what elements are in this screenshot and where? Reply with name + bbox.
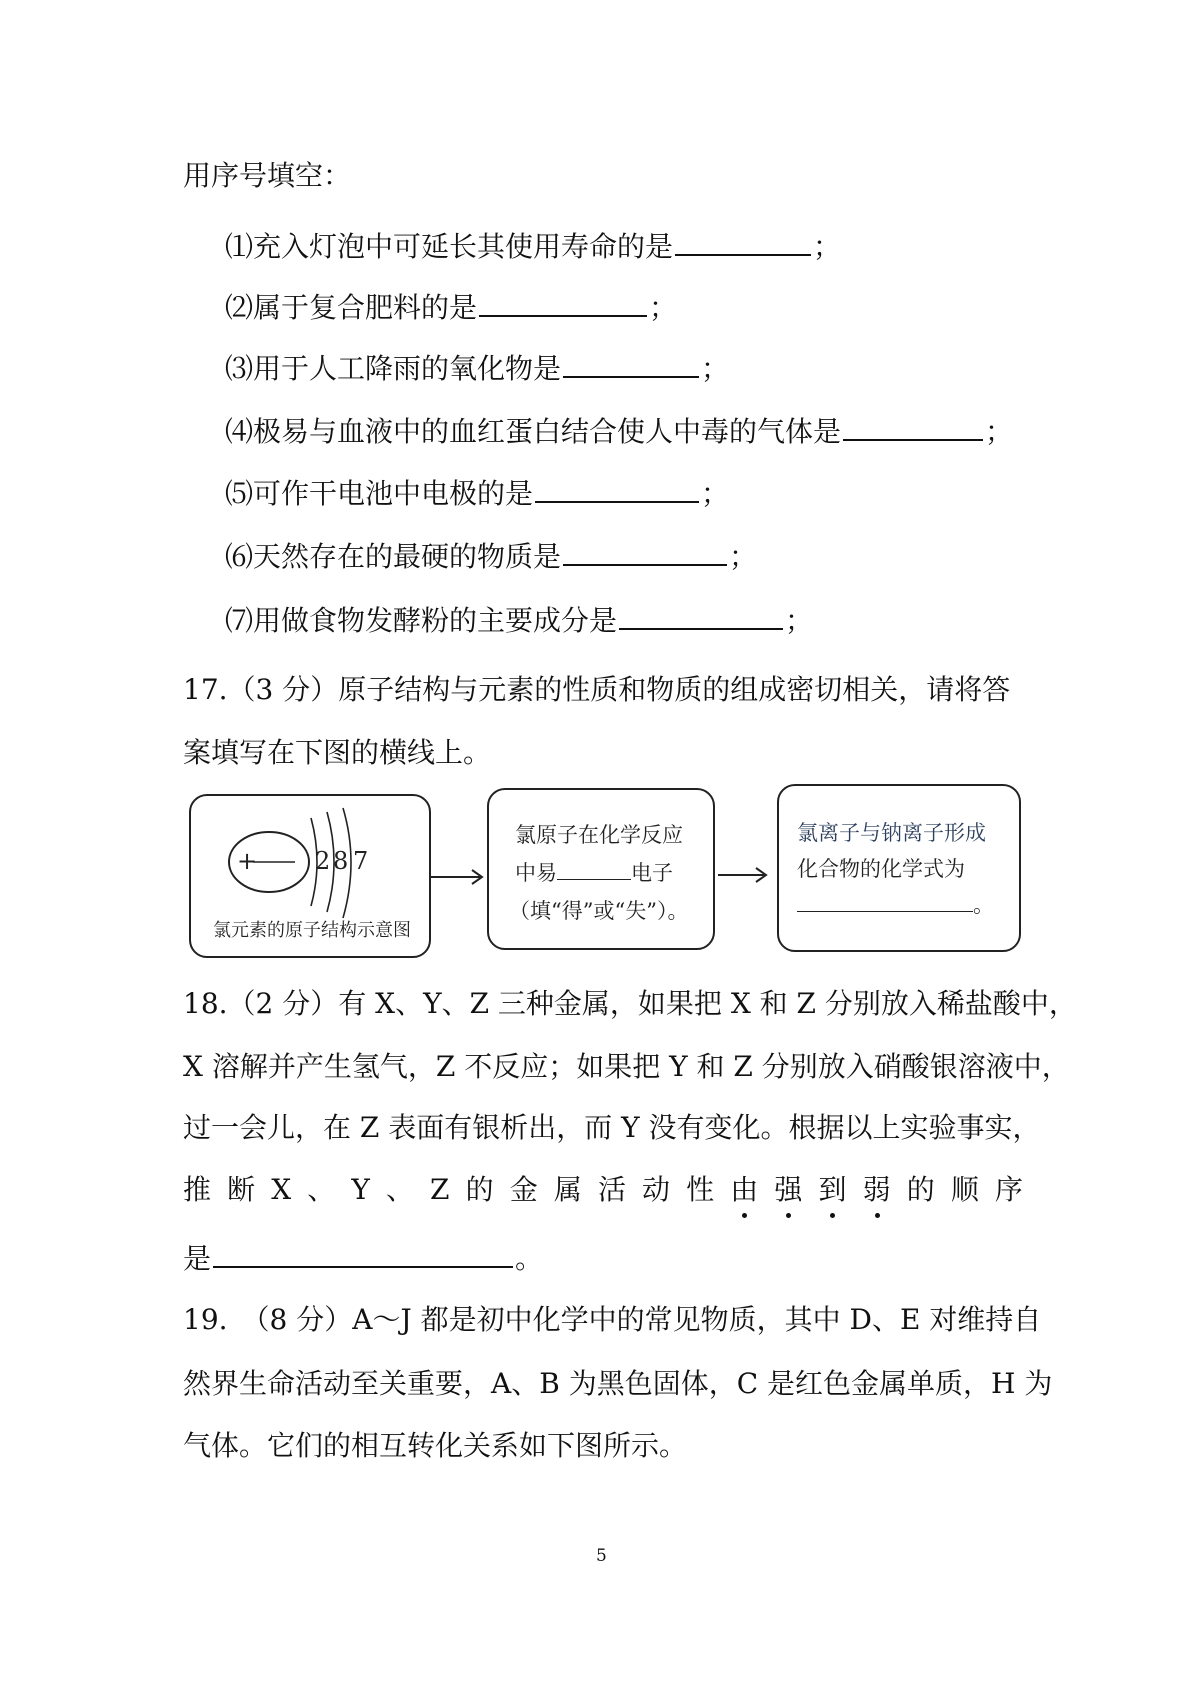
answer-blank[interactable] xyxy=(563,538,727,566)
punctuation: ； xyxy=(729,540,758,573)
box3-line-2: 化合物的化学式为 xyxy=(797,857,965,881)
compound-formula-box xyxy=(777,784,1021,952)
word: 的 xyxy=(906,1173,935,1206)
q16-item-text: ⑴充入灯泡中可延长其使用寿命的是 xyxy=(225,230,674,263)
word: 的 xyxy=(465,1173,494,1206)
q18-line-4 xyxy=(183,1172,1023,1208)
punctuation: ； xyxy=(701,477,730,510)
arrow-icon xyxy=(430,867,490,887)
word: 性 xyxy=(686,1173,715,1206)
shell-electrons-1: 2 xyxy=(315,847,331,875)
word: 属 xyxy=(553,1173,582,1206)
q19-line-2: 然界生命活动至关重要，A、B 为黑色固体，C 是红色金属单质，H 为 xyxy=(183,1367,1053,1400)
emphasized-word: 弱 xyxy=(862,1173,891,1206)
answer-blank[interactable] xyxy=(619,602,783,630)
punctuation: ； xyxy=(649,291,678,324)
q16-item-3 xyxy=(225,350,729,387)
punctuation: ； xyxy=(813,230,842,263)
word: 推 xyxy=(183,1173,212,1206)
q19-line-1: 19. （8 分）A～J 都是初中化学中的常见物质，其中 D、E 对维持自 xyxy=(183,1303,1042,1336)
q17-line-2: 案填写在下图的横线上。 xyxy=(183,736,492,769)
q18-line-1: 18.（2 分）有 X、Y、Z 三种金属，如果把 X 和 Z 分别放入稀盐酸中， xyxy=(183,987,1077,1020)
box2-line-1: 氯原子在化学反应 xyxy=(515,823,683,847)
answer-blank[interactable] xyxy=(535,475,699,503)
word: 序 xyxy=(994,1173,1023,1206)
q16-item-1 xyxy=(225,228,841,265)
page-number: 5 xyxy=(596,1546,607,1566)
word: Z xyxy=(430,1173,450,1206)
q17-line-1: 17.（3 分）原子结构与元素的性质和物质的组成密切相关，请将答 xyxy=(183,673,1011,706)
box3-line-3 xyxy=(797,890,994,920)
atom-structure-box xyxy=(189,794,431,958)
answer-blank[interactable] xyxy=(843,413,983,441)
q16-item-4 xyxy=(225,413,1013,450)
answer-blank[interactable] xyxy=(213,1240,513,1268)
atom-diagram-caption: 氯元素的原子结构示意图 xyxy=(213,920,411,941)
box2-text-b: 电子 xyxy=(631,861,673,885)
word: 金 xyxy=(509,1173,538,1206)
word: Y xyxy=(351,1173,370,1206)
q18-text: 是 xyxy=(183,1242,212,1275)
nucleus-plus-sign: + xyxy=(237,847,258,875)
word: 顺 xyxy=(950,1173,979,1206)
answer-blank[interactable] xyxy=(563,350,699,378)
q16-item-5 xyxy=(225,475,729,512)
punctuation: ； xyxy=(785,604,814,637)
gain-lose-blank[interactable] xyxy=(557,859,631,880)
word: 断 xyxy=(227,1173,256,1206)
emphasized-word: 由 xyxy=(730,1173,759,1206)
q16-item-text: ⑵属于复合肥料的是 xyxy=(225,291,478,324)
box2-line-3: （填“得”或“失”）。 xyxy=(509,899,689,923)
q16-item-6 xyxy=(225,538,757,575)
box3-line-1: 氯离子与钠离子形成 xyxy=(797,821,986,845)
formula-blank[interactable] xyxy=(797,891,973,912)
q16-item-2 xyxy=(225,289,677,326)
shell-electrons-3: 7 xyxy=(353,847,369,875)
answer-blank[interactable] xyxy=(675,228,811,256)
intro-text: 用序号填空： xyxy=(183,159,352,192)
q19-line-3: 气体。它们的相互转化关系如下图所示。 xyxy=(183,1429,688,1462)
electron-transfer-box xyxy=(487,788,715,950)
emphasized-word: 强 xyxy=(774,1173,803,1206)
punctuation: ； xyxy=(985,415,1014,448)
punctuation: 。 xyxy=(515,1242,544,1275)
word: 、 xyxy=(307,1173,336,1206)
answer-blank[interactable] xyxy=(479,289,647,317)
q16-item-text: ⑹天然存在的最硬的物质是 xyxy=(225,540,562,573)
box2-line-2 xyxy=(515,858,673,888)
shell-electrons-2: 8 xyxy=(333,847,349,875)
q16-item-text: ⑺用做食物发酵粉的主要成分是 xyxy=(225,604,618,637)
word: 、 xyxy=(385,1173,414,1206)
q18-line-3: 过一会儿，在 Z 表面有银析出，而 Y 没有变化。根据以上实验事实， xyxy=(183,1111,1041,1144)
box2-text-a: 中易 xyxy=(515,861,557,885)
word: 动 xyxy=(642,1173,671,1206)
box3-end: 。 xyxy=(973,893,994,917)
q16-item-text: ⑷极易与血液中的血红蛋白结合使人中毒的气体是 xyxy=(225,415,842,448)
punctuation: ； xyxy=(701,352,730,385)
word: 活 xyxy=(597,1173,626,1206)
word: X xyxy=(271,1173,292,1206)
q16-item-text: ⑸可作干电池中电极的是 xyxy=(225,477,534,510)
arrow-icon xyxy=(718,865,774,885)
q16-item-text: ⑶用于人工降雨的氧化物是 xyxy=(225,352,562,385)
q18-line-2: X 溶解并产生氢气，Z 不反应；如果把 Y 和 Z 分别放入硝酸银溶液中， xyxy=(183,1050,1070,1083)
q16-item-7 xyxy=(225,602,813,639)
emphasized-word: 到 xyxy=(818,1173,847,1206)
q18-line-5 xyxy=(183,1240,543,1277)
